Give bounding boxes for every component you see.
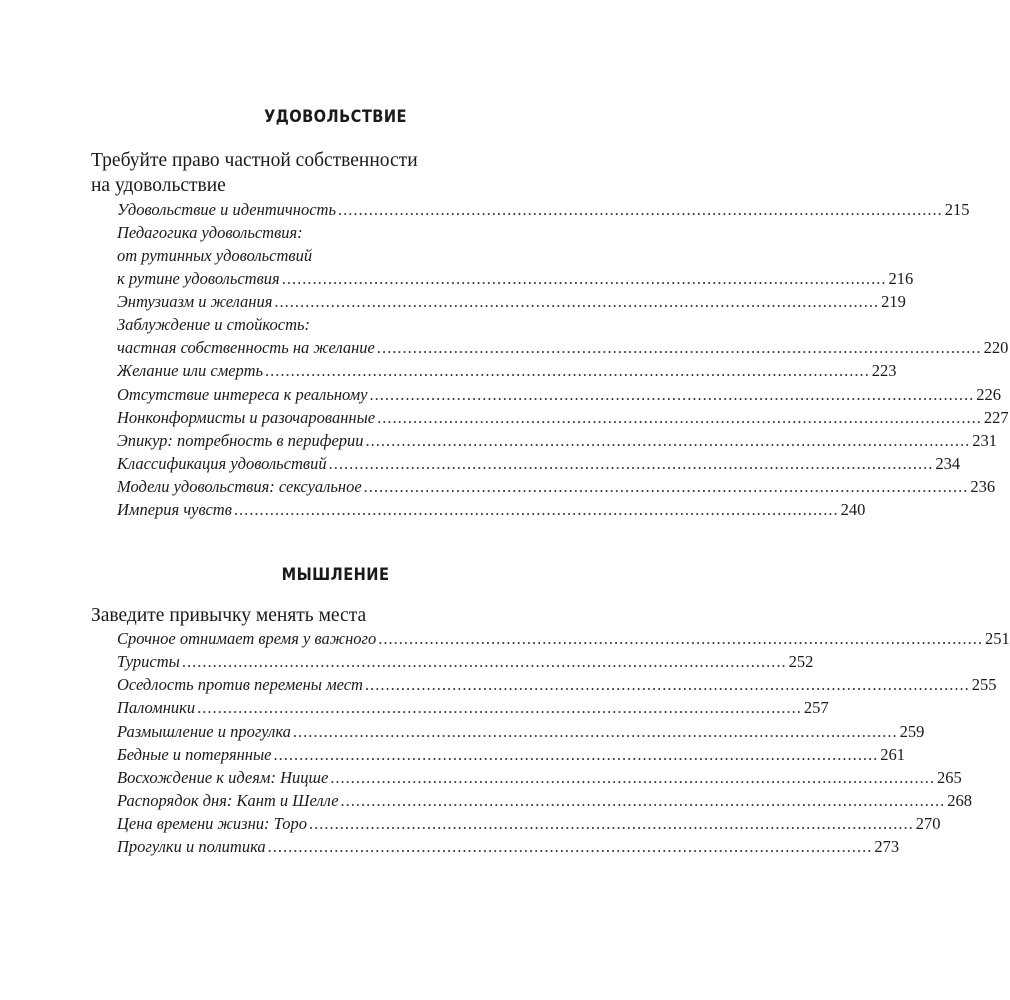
toc-entry: Отсутствие интереса к реальному ...................................................................................................................... 226	[117, 385, 1001, 404]
toc-entry: Энтузиазм и желания ...................................................................................................................... 219	[117, 292, 906, 311]
chapter-title-continued: на удовольствие	[91, 175, 226, 196]
toc-entry: Размышление и прогулка ...................................................................................................................... 259	[117, 722, 925, 741]
toc-entry: Бедные и потерянные ...................................................................................................................... 261	[117, 745, 905, 764]
toc-entry: Распорядок дня: Кант и Шелле ...................................................................................................................... 268	[117, 791, 973, 810]
page-number: 231	[972, 431, 998, 450]
page-number: 252	[788, 652, 814, 671]
page-number: 259	[899, 722, 925, 741]
toc-entry: Восхождение к идеям: Ницше ...................................................................................................................... 265	[117, 768, 962, 787]
toc-entry: Удовольствие и идентичность ...................................................................................................................... 215	[117, 200, 970, 219]
toc-entry-line: Педагогика удовольствия:	[117, 223, 303, 242]
toc-entry: Модели удовольствия: сексуальное ...................................................................................................................... 236	[117, 477, 996, 496]
page-number: 220	[983, 338, 1009, 357]
page-number: 270	[915, 814, 941, 833]
toc-entry: Эпикур: потребность в периферии ...................................................................................................................... 231	[117, 431, 998, 450]
page-number: 236	[970, 477, 996, 496]
chapter-title: Требуйте право частной собственности	[91, 150, 418, 171]
page-number: 265	[937, 768, 962, 787]
toc-entry: Срочное отнимает время у важного ...................................................................................................................... 251	[117, 629, 1010, 648]
page-number: 226	[976, 385, 1001, 404]
toc-entry: Нонконформисты и разочарованные ...................................................................................................................... 227	[117, 408, 1009, 427]
page-number: 255	[971, 675, 997, 694]
page-number: 234	[935, 454, 961, 473]
page-number: 240	[840, 500, 866, 519]
page-number: 215	[944, 200, 970, 219]
page-number: 227	[983, 408, 1009, 427]
section-heading: УДОВОЛЬСТВИЕ	[264, 107, 407, 127]
toc-entry: Туристы ...................................................................................................................... 252	[117, 652, 814, 671]
toc-entry: частная собственность на желание ...................................................................................................................... 220	[117, 338, 1009, 357]
toc-entry: к рутине удовольствия ...................................................................................................................... 216	[117, 269, 914, 288]
page-number: 273	[874, 837, 900, 856]
section-heading: МЫШЛЕНИЕ	[281, 565, 390, 585]
toc-entry: Прогулки и политика ...................................................................................................................... 273	[117, 837, 900, 856]
page-number: 268	[947, 791, 973, 810]
page-number: 251	[984, 629, 1010, 648]
toc-entry-line: от рутинных удовольствий	[117, 246, 313, 265]
toc-entry: Классификация удовольствий ...................................................................................................................... 234	[117, 454, 961, 473]
chapter-title: Заведите привычку менять места	[91, 605, 367, 626]
toc-entry: Паломники ...................................................................................................................... 257	[117, 698, 829, 717]
page-number: 261	[880, 745, 905, 764]
toc-entry: Цена времени жизни: Торо ...................................................................................................................... 270	[117, 814, 941, 833]
page-number: 223	[871, 361, 897, 380]
toc-entry-line: Заблуждение и стойкость:	[117, 315, 310, 334]
page-number: 219	[881, 292, 906, 311]
page-number: 257	[803, 698, 829, 717]
toc-entry: Империя чувств ...................................................................................................................... 240	[117, 500, 866, 519]
toc-entry: Желание или смерть ...................................................................................................................... 223	[117, 361, 897, 380]
toc-entry: Оседлость против перемены мест ...................................................................................................................... 255	[117, 675, 997, 694]
page-number: 216	[888, 269, 914, 288]
